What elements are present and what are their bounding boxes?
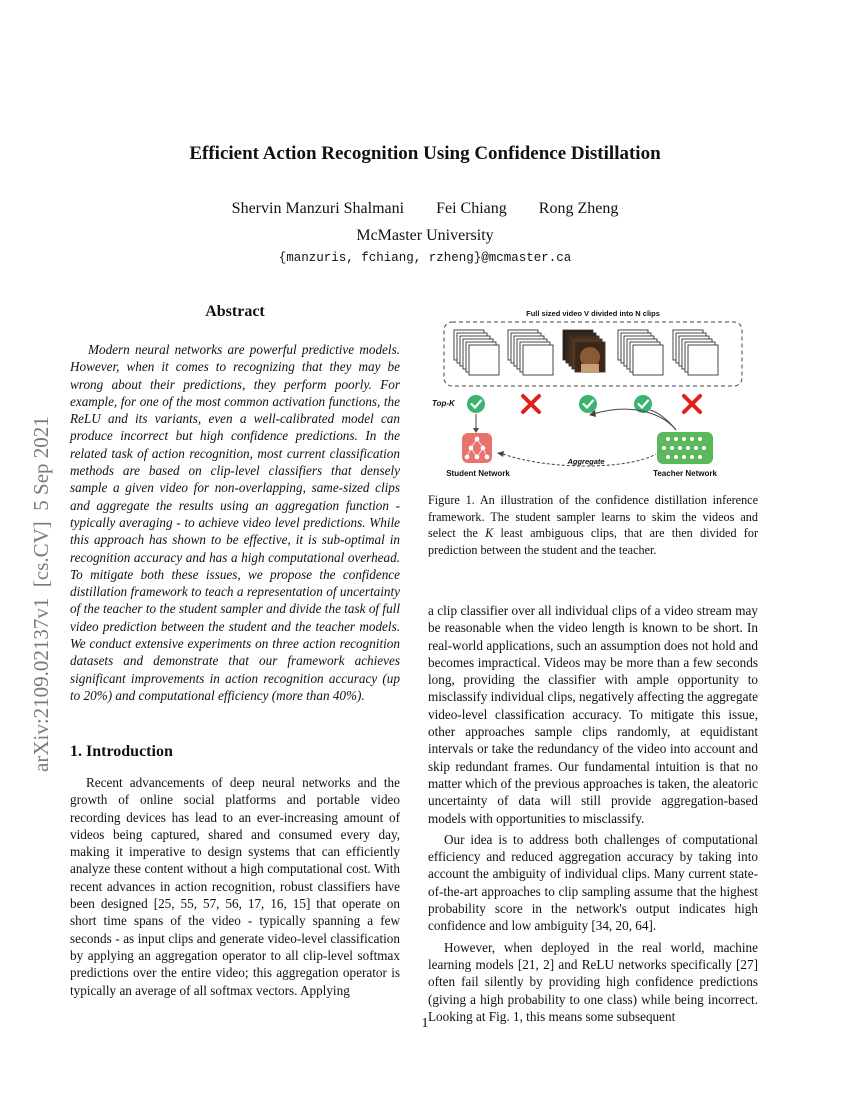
abstract-heading: Abstract [205, 303, 265, 320]
student-network-icon [462, 433, 492, 463]
intro-paragraph: However, when deployed in the real world, machine learning models [21, 2] and ReLU networks specifically [27] often fail silently by providing high confidence predictions (giving a high probability to one class) while being incorrect. Looking at Fig. 1, this means some subsequent [428, 939, 758, 1024]
clip-stack-photo [563, 330, 605, 372]
arxiv-side-stamp [18, 300, 58, 780]
aggregate-label: Aggregate [567, 457, 605, 466]
topk-label: Top-K [432, 399, 455, 408]
introduction-heading: 1. Introduction [70, 743, 173, 760]
abstract-text: Modern neural networks are powerful predictive models. However, when it comes to recognizing that they may be wrong about their predictions, they perform poorly. For example, for one of the most common activation functions, the ReLU and its variants, even a well-calibrated model can produce incorrect but high confidence predictions. In the related task of action recognition, most current classification methods are based on clip-level classifiers that densely sample a given video for non-overlapping, same-sized clips and aggregate the results using an aggregation function - typically averaging - to achieve video level predictions. While this approach has shown to be effective, it is sub-optimal in recognition accuracy and has a high computational overhead. To mitigate both these issues, we propose the confidence distillation framework to teach a representation of uncertainty of the teacher to the student sampler and divide the task of full video prediction between the student and the teacher models. We conduct extensive experiments on three action recognition datasets and demonstrate that our framework achieves significant improvements in action recognition accuracy (up to 20%) and computational efficiency (more than 40%). [70, 342, 400, 703]
clip-stack [508, 330, 553, 375]
author-name: Shervin Manzuri Shalmani [231, 200, 405, 217]
abstract-body [70, 341, 400, 704]
caption-k: K [485, 526, 494, 541]
cross-icon [684, 396, 700, 412]
paper-title: Efficient Action Recognition Using Confidence Distillation [189, 143, 661, 164]
check-icon [579, 395, 597, 413]
figure-top-label: Full sized video V divided into N clips [526, 309, 660, 318]
student-network-label: Student Network [446, 469, 510, 478]
arxiv-stamp-text: arXiv:2109.02137v1 [cs.CV] 5 Sep 2021 [29, 416, 53, 772]
author-name: Fei Chiang [436, 200, 507, 217]
teacher-network-label: Teacher Network [653, 469, 717, 478]
figure-1-diagram [428, 302, 758, 487]
clip-stack [673, 330, 718, 375]
caption-text: least ambiguous clips, that are then divided for prediction between the student and the teacher. [428, 526, 758, 557]
clip-stack [454, 330, 499, 375]
teacher-network-icon [657, 432, 713, 464]
clip-stack [618, 330, 663, 375]
author-name: Rong Zheng [538, 200, 619, 217]
right-column-body [428, 602, 758, 1025]
page-number: 1 [421, 1016, 429, 1031]
figure-1 [428, 302, 758, 487]
figure-1-caption [428, 492, 758, 558]
author-list [0, 200, 850, 218]
introduction-body [70, 774, 400, 999]
author-emails: {manzuris, fchiang, rzheng}@mcmaster.ca [278, 251, 572, 265]
intro-paragraph: a clip classifier over all individual clips of a video stream may be reasonable when the video length is known to be short. In real-world applications, such an assumption does not hold and becomes impractical. Videos may be more than a few seconds long, providing the classifier with ample opportunity to misclassify individual clips, negatively affecting the aggregate video-level classification accuracy. To mitigate this issue, other approaches sample clips randomly, at equidistant intervals or take the redundancy of the video into account and skip redundant frames. Our fundamental intuition is that no matter which of the previous approaches is taken, the aleatoric uncertainty of data will still provide aggregation-based models with opportunities to misclassify. [428, 603, 758, 826]
intro-paragraph: Our idea is to address both challenges of computational efficiency and reduced aggregation accuracy by taking into account the ambiguity of individual clips. Many current state-of-the-art approaches to clip sampling assume that the highest probability score in the network's output indicates high confidence and low ambiguity [34, 20, 64]. [428, 831, 758, 934]
caption-prefix: Figure 1. [428, 493, 475, 507]
intro-paragraph: Recent advancements of deep neural networks and the growth of online social platforms and portable video recording devices has lead to an ever-increasing amount of videos being captured, shared and consumed every day, making it imperative to design systems that can efficiently analyze these content without a high computational cost. With recent advances in action recognition, robust classifiers have been designed [25, 55, 57, 56, 17, 16, 15] that operate on short time spans of the video - typically spanning a few seconds - as input clips and generate video-level classification by applying an aggregation operator to all clip-level softmax predictions over the entire video; this aggregation operator is typically an average of all softmax vectors. Applying [70, 775, 400, 998]
check-icon [467, 395, 485, 413]
cross-icon [523, 396, 539, 412]
caption-text: An illustration of the confidence distillation inference framework. The student sampler learns to skim the videos and select the [428, 493, 759, 541]
affiliation: McMaster University [356, 227, 494, 244]
